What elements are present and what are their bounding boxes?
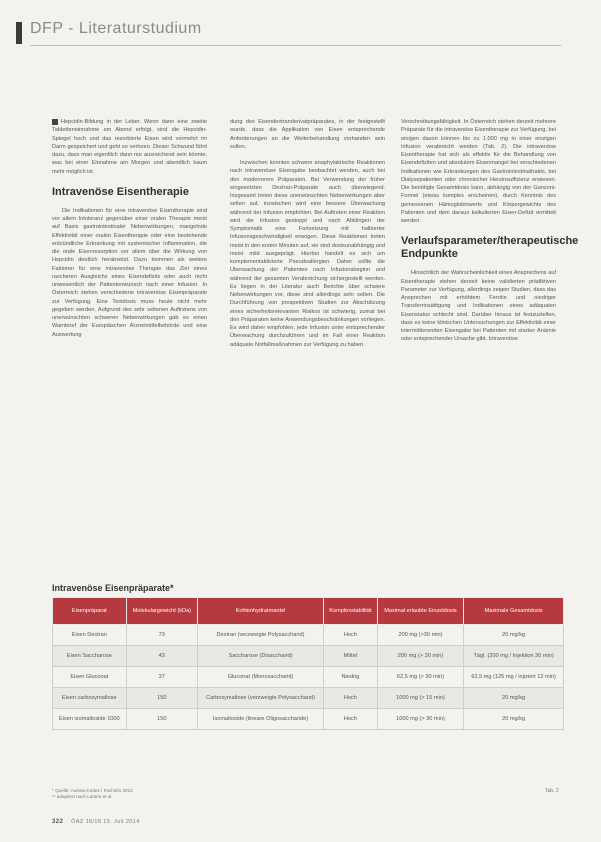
table-note: ** adaptiert nach Larsen et al. [52, 794, 113, 799]
header-marker [16, 22, 22, 44]
table-cell: Hoch [324, 688, 378, 709]
section-heading: Intravenöse Eisentherapie [52, 185, 189, 198]
table-cell: 20 mg/kg [464, 688, 564, 709]
table-cell: Eisen carboxymaltose [53, 688, 127, 709]
table-cell: Hoch [324, 709, 378, 730]
table-cell: 37 [126, 667, 197, 688]
table-cell: Tägl. (200 mg / Injektion 30 min) [464, 646, 564, 667]
table-row [53, 646, 564, 667]
table-cell: Hoch [324, 625, 378, 646]
column-header: Molekulargewicht (kDa) [126, 598, 197, 625]
text-column-2 [230, 118, 385, 349]
table-cell: 1000 mg (> 30 min) [377, 709, 464, 730]
table-cell: 20 mg/kg [464, 709, 564, 730]
page-number: 322 [52, 819, 64, 825]
table-cell: 20 mg/kg [464, 625, 564, 646]
table-cell: 62,5 mg (125 mg / injiziert 12 min) [464, 667, 564, 688]
table-cell: Saccharose (Disaccharid) [197, 646, 323, 667]
table-header-row [53, 598, 564, 625]
paragraph: Hepcidin-Bildung in der Leber. Wenn dann eine zweite Tabletteneinnahme am Abend erfolgt, sind die Hepcidin-Spiegel hoch und das resorbierte Eisen wird vermehrt im Darm gespeichert und geht so verloren. Dieser Schwund führt dazu, dass man eigentlich dann nur ausreichend sein könnte, was bei einer Einnahme am Morgen und abendlich kaum mehr möglich ist. [52, 119, 207, 175]
column-header: Kohlenhydratmantel [197, 598, 323, 625]
table-title: Intravenöse Eisenpräparate* [52, 583, 174, 593]
column-header: Maximal erlaubte Einzeldosis [377, 598, 464, 625]
paragraph: dung des Eisendextranderivatpräparates, in der festgestellt wurde, dass die Applikation von Eisen entsprechende Anforderungen an die Weiterbehandlung vorhanden sein sollen. [230, 119, 385, 150]
table-cell: 200 mg (>30 min) [377, 625, 464, 646]
paragraph: Verschreibungsfähigkeit. In Österreich stehen derzeit mehrere Präparate für die intravenöse Eisentherapie zur Verfügung, bei einigen davon können bis zu 1.000 mg in einer einzigen Infusion verabreicht werden (Tab. 2). Die intravenöse Eisentherapie hat sich als effektiv für die Behandlung von Eisendefiziten und absolutem Eisenmangel bei verschiedenen Indikationen wie Erkrankungen des Gastrointestinaltrakts, bei Dialysepatienten oder chronischer Herzinsuffizienz erwiesen. Die benötigte Gesamtdosis kann, abhängig von der Ganzoni-Formel (etwas komplex erscheinen), durch Kenntnis des gemessenen Hämoglobinwerts und Körpergewichts des Patienten und dem daraus kalkulierten Eisen-Defizit ermittelt werden. [401, 119, 556, 224]
iron-preparations-table [52, 597, 564, 730]
table-cell: Dextran (verzweigte Polysaccharid) [197, 625, 323, 646]
table-cell: 150 [126, 709, 197, 730]
table-cell: 43 [126, 646, 197, 667]
paragraph: Inzwischen konnten schwere anaphylaktische Reaktionen nach intravenöser Eisengabe beobachtet werden, auch bei den moderneren Präparaten. Bei Verwendung der früher eingesetzten Dextran-Präparate auch überwiegend. Insgesamt treten diese unerwünschten Nebenwirkungen aber selten auf, inzwischen wird eine bessere Überwachung während der Infusion empfohlen. Bei Auftreten einer Reaktion wird die Infusion gestoppt und nach Abklingen der Symptomatik eine Fortsetzung mit halbierter Infusionsgeschwindigkeit erwogen. Diese Reaktionen treten meist in den ersten Minuten auf, sie sind dosisunabhängig und meist mild ausgeprägt. Hierbei handelt es sich um komplementaktivierte Pseudoallergien. Daher sollte die Überwachung der Patienten nach Infusionsbeginn und während der gesamten Verabreichung sichergestellt werden. Es liegen in der Literatur auch Berichte über schwere Nebenwirkungen vor, diese sind allerdings sehr selten. Die Durchführung von prospektiven Studien zur Abschätzung eines sicherheitsrelevanten Risikos ist schwierig, zumal bei den Präparaten keine Anwendungsbeschränkungen vorliegen. Es wird daher empfohlen, jede Infusion unter entsprechender Überwachung durchzuführen und im Fall einer Reaktion adäquate Notfallmaßnahmen zur Verfügung zu haben. [230, 160, 385, 348]
table-cell: Isomaltoside (lineare Oligosaccharide) [197, 709, 323, 730]
paragraph: Die Indikationen für eine intravenöse Eisentherapie sind vor allem Intoleranz gegenüber einer oralen Therapie meist auf Basis gastrointestinaler Nebenwirkungen, mangelnde Effektivität einer oralen Eisentherapie oder eine bestehende entzündliche Erkrankung mit systemischer Inflammation, die die orale Eisenresorption vor allem über die Wirkung von Hepcidin deutlich herabsetzt. Dazu kommen als weitere Faktoren für eine intravenöse Therapie das Ziel eines rascheren Ausgleichs eines Eisendefizits oder auch nicht unwesentlich der Patientenwunsch nach einer Infusion. In Österreich stehen verschiedene intravenöse Eisenpräparate zur Verfügung. Eine Testdosis muss heute nicht mehr gegeben werden. Aufgrund des sehr seltenen Auftretens von unerwünschten schweren Nebenwirkungen gab es einen Warnbrief der Europäischen Arzneimittelbehörde und eine Auswertung [52, 207, 207, 338]
table-cell: Niedrig [324, 667, 378, 688]
table-note: * Quelle: Austria-Codex / Fachinfo 2012 [52, 788, 133, 793]
table-cell: Eisen Gluconat [53, 667, 127, 688]
table-cell: Carboxymaltose (verzweigte Polysaccharid) [197, 688, 323, 709]
column-header: Komplexstabilität [324, 598, 378, 625]
paragraph: Hinsichtlich der Wahrscheinlichkeit eines Ansprechens auf Eisentherapie stehen derzeit keine validierten prädiktiven Parameter zur Verfügung, allerdings zeigen Studien, dass das Ansprechen mit erhöhtem Ferritin und niedriger Transferrinsättigung und Indikationen eines adäquaten Eisenstatus schlecht sind. Darüber hinaus ist festzustellen, dass es keine klinischen Untersuchungen zur Effektivität einer intermittierenden Eisengabe bei Patienten mit starker Anämie oder entsprechender Ursache gibt. Intravenöse [401, 270, 556, 343]
continue-bullet-icon [52, 119, 58, 125]
table-row [53, 688, 564, 709]
table-cell: Eisen isomaltoside 1000 [53, 709, 127, 730]
table-cell: Mittel [324, 646, 378, 667]
table-cell: Eisen Saccharose [53, 646, 127, 667]
header-rule [30, 45, 561, 46]
column-header: Eisenpräparat [53, 598, 127, 625]
text-column-1 [52, 118, 207, 339]
table-notes [52, 788, 133, 800]
table-row [53, 625, 564, 646]
text-column-3 [401, 118, 579, 344]
table-cell: 62,5 mg (> 30 min) [377, 667, 464, 688]
table-cell: 150 [126, 688, 197, 709]
table-cell: 73 [126, 625, 197, 646]
journal-citation: ÖAZ 16/18 15. Juli 2014 [71, 819, 140, 825]
section-heading: Verlaufsparameter/therapeutische Endpunkte [401, 235, 579, 261]
page-footer [52, 819, 140, 825]
table-cell: 1000 mg (> 15 min) [377, 688, 464, 709]
table-cell: Gluconat (Monosaccharid) [197, 667, 323, 688]
table-cell: Eisen Dextran [53, 625, 127, 646]
header-title: DFP - Literaturstudium [30, 20, 202, 37]
table-row [53, 667, 564, 688]
table-row [53, 709, 564, 730]
table-cell: 200 mg (> 30 min) [377, 646, 464, 667]
table-reference: Tab. 2 [545, 788, 559, 794]
column-header: Maximale Gesamtdosis [464, 598, 564, 625]
